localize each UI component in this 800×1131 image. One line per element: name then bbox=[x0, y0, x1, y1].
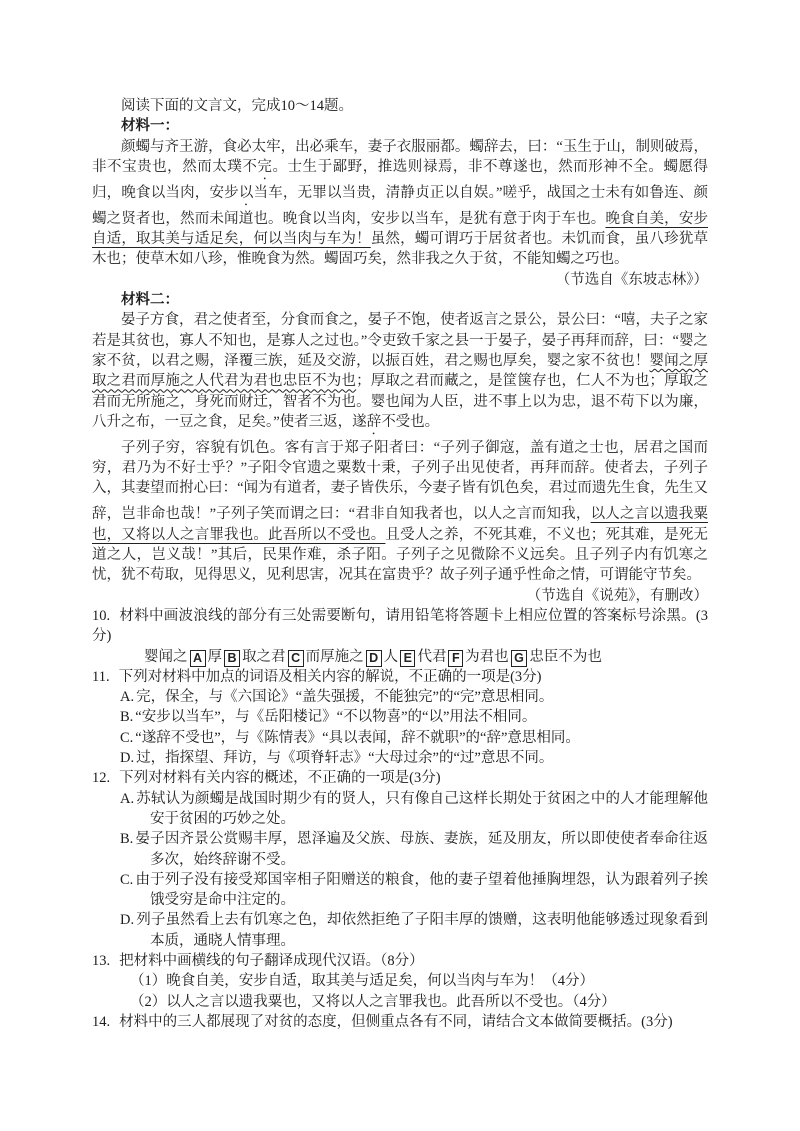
material1-source: （节选自《东坡志林》） bbox=[555, 271, 708, 288]
segment-text: 忠臣不为也 bbox=[529, 648, 602, 665]
material2-source: （节选自《说苑》，有删改） bbox=[526, 587, 708, 604]
option-label: A. bbox=[120, 689, 135, 706]
material1-text-2: 。士生于鄙野，推选则禄焉，非不尊遂也，然而形神不全。蠋愿得归，晚食以当肉，安步 bbox=[92, 158, 709, 201]
material1-underlined-sentence: 晚食自美，安步自适，取其美与适足矣，何以当肉与车为！ bbox=[92, 210, 709, 248]
material2-p1-text-1: 晏子方食，君之使者至，分食而食之，晏子不饱，使者返言之景公，景公曰：“嘻，夫子之家若是其贫也，寡人不知也，是寡人之过也。”令吏致千家之县一于晏子，晏子再拜而辞，曰：“婴之家不贫，以君之赐，泽覆三族，延及交游，以振百姓，君之赐也厚矣，婴之家不贫也！ bbox=[92, 312, 708, 369]
option-text: 列子虽然看上去有饥寒之色，却依然拒绝了子阳丰厚的馈赠，这表明他能够透过现象看到本质，通晓人情事理。 bbox=[136, 912, 708, 949]
option-label: D. bbox=[120, 750, 135, 767]
segment-text: 代君 bbox=[417, 648, 447, 665]
material2-wavy-underlined-phrase: 婴闻之厚取之君而厚施之人代君为君也忠臣不为也 bbox=[92, 352, 708, 390]
segment-text: 取之君 bbox=[242, 648, 286, 665]
material2-p1-text-2: ；厚取之君而藏之，是筐箧存也，仁人不为也；厚取之君而无所施之，身死而财迁，智者不为也。婴也闻为人臣，进不事上以为忠，退不苟下以为廉，八升之布，一豆之食，足矣。”使者三返，遂 bbox=[92, 373, 709, 430]
option-text: 晏子因齐景公赏赐丰厚，恩泽遍及父族、母族、妻族，延及朋友，所以即使使者奉命往返多次，始终辞谢不受。 bbox=[135, 831, 708, 868]
option-text: 过，指探望、拜访，与《项脊轩志》“大母过余”的“过”意思不同。 bbox=[136, 750, 554, 767]
option-text: 完，保全，与《六国论》“盖失强援，不能独完”的“完”意思相同。 bbox=[136, 689, 554, 706]
option-text: 由于列子没有接受郑国宰相子阳赠送的粮食，他的妻子望着他捶胸埋怨，认为跟着列子挨饿受穷是命中注定的。 bbox=[135, 871, 708, 909]
answer-box-e: E bbox=[400, 650, 415, 667]
material2-p2-text-2: 而遗先生食，先生又辞，岂非命也哉！”子列子笑而谓之曰：“君非自知我者也，以人之言而知我， bbox=[92, 480, 708, 523]
option-text: “遂辞不受也”，与《陈情表》“具以表闻，辞不就职”的“辞”意思相同。 bbox=[135, 729, 580, 746]
question-12-option-a bbox=[120, 789, 708, 830]
material1-text-4: 虽然，蠋可谓巧于居贫者也。未饥而食，虽八珍犹草木也；使草木如八珍，惟晚食为然。蠋固巧矣，然非我之久于贫，不能知蠋之巧也。 bbox=[92, 231, 709, 268]
question-12-number: 12. bbox=[92, 770, 111, 787]
intro-text: 阅读下面的文言文，完成10～14题。 bbox=[121, 98, 353, 114]
question-13-text: 把材料中画横线的句子翻译成现代汉语。（8分） bbox=[119, 952, 424, 969]
question-11-option-b bbox=[120, 707, 708, 727]
material2-paragraph-2 bbox=[92, 438, 708, 586]
material1-label: 材料一： bbox=[121, 118, 179, 135]
material1-text-3: 当车，无罪以当贵，清静贞正以自娱。”嗟乎，战国之士未有如鲁连、颜蠋之贤者也，然而未闻道也。晚食以当肉，安步以当车，是犹有意于肉于车也。 bbox=[92, 184, 708, 227]
material2-paragraph-1 bbox=[92, 310, 708, 437]
question-10-answer-line bbox=[92, 647, 708, 667]
segment-text: 厚 bbox=[207, 648, 223, 665]
question-14-text: 材料中的三人都展现了对贫的态度，但侧重点各有不同，请结合文本做简要概括。(3分) bbox=[119, 1013, 673, 1030]
material2-underlined-sentence: 以人之言以遗我粟也，又将以人之言罪我也。此吾所以不受也。 bbox=[92, 506, 708, 543]
material1-paragraph bbox=[92, 137, 708, 270]
question-14-number: 14. bbox=[92, 1013, 111, 1030]
segment-text: 人 bbox=[383, 648, 399, 665]
answer-box-g: G bbox=[511, 650, 528, 667]
question-11-option-c bbox=[120, 728, 708, 748]
option-label: B. bbox=[120, 709, 134, 726]
option-label: A. bbox=[120, 790, 135, 807]
question-11-text: 下列对材料中加点的词语及相关内容的解说，不正确的一项是(3分) bbox=[118, 668, 542, 685]
material1-text-1: 颜蠋与齐王游，食必太牢，出必乘车，妻子衣服丽都。蠋辞去，曰：“玉生于山，制则破焉，非不宝贵也，然而太璞不 bbox=[92, 138, 708, 175]
question-10-text: 材料中画波浪线的部分有三处需要断句，请用铅笔将答题卡上相应位置的答案标号涂黑。(3分) bbox=[92, 607, 708, 645]
question-12-text: 下列对材料有关内容的概述，不正确的一项是(3分) bbox=[119, 770, 441, 787]
question-13-sub-2: （2）以人之言以遗我粟也，又将以人之言罪我也。此吾所以不受也。（4分） bbox=[130, 993, 616, 1010]
question-14 bbox=[92, 1012, 708, 1032]
material2-p2-text-1: 子列子穷，容貌有饥色。客有言于郑子阳者曰：“子列子御寇，盖有道之士也，居君之国而穷，君乃为不好士乎？”子阳令官遗之粟数十秉，子列子出见使者，再拜而辞。使者去，子列子入，其妻望而拊心曰：“闻为有道者，妻子皆佚乐，今妻子皆有饥色矣，君 bbox=[92, 439, 708, 497]
question-12-option-c bbox=[120, 870, 708, 911]
answer-box-d: D bbox=[366, 650, 382, 667]
option-label: C. bbox=[120, 871, 134, 888]
material1-dotted-char-yi: 以 bbox=[238, 184, 254, 201]
segment-text: 而厚施之 bbox=[305, 648, 364, 665]
question-12-option-b bbox=[120, 829, 708, 870]
option-text: “安步以当车”，与《岳阳楼记》“不以物喜”的“以”用法不相同。 bbox=[135, 709, 537, 726]
question-11-option-d bbox=[120, 748, 708, 768]
segment-text: 婴闻之 bbox=[144, 648, 188, 665]
material2-label: 材料二： bbox=[121, 292, 179, 309]
question-11-number: 11. bbox=[92, 668, 110, 685]
question-12-option-d bbox=[120, 910, 708, 951]
segment-text: 为君也 bbox=[465, 648, 509, 665]
option-text: 苏轼认为颜蠋是战国时期少有的贤人，只有像自己这样长期处于贫困之中的人才能理解他安于贫困的巧妙之处。 bbox=[136, 790, 708, 827]
question-13 bbox=[92, 951, 708, 971]
question-13-number: 13. bbox=[92, 952, 111, 969]
answer-box-b: B bbox=[224, 650, 240, 667]
material2-p2-text-3: 且受人之养，不死其难，不义也；死其难，是死无道之人，岂义哉！”其后，民果作难，杀子阳。子列子之见微除不义远矣。且子列子内有饥寒之忧，犹不苟取，见得思义，见利思害，况其在富贵乎？故子列子通乎性命之情，可谓能守节矣。 bbox=[92, 526, 709, 584]
answer-box-a: A bbox=[190, 650, 206, 667]
material2-dotted-char-guo: 过 bbox=[562, 480, 578, 497]
material2-dotted-char-ci: 辞 bbox=[366, 413, 382, 430]
option-label: C. bbox=[120, 729, 134, 746]
question-12 bbox=[92, 768, 708, 788]
question-11-option-a bbox=[120, 687, 708, 707]
answer-box-f: F bbox=[448, 650, 463, 667]
question-13-sub-1: （1）晚食自美，安步自适，取其美与适足矣，何以当肉与车为！（4分） bbox=[130, 973, 594, 990]
material1-dotted-char-wan: 完 bbox=[257, 158, 273, 175]
option-label: D. bbox=[120, 912, 135, 929]
question-10-number: 10. bbox=[92, 607, 111, 624]
question-10 bbox=[92, 606, 708, 647]
option-label: B. bbox=[120, 831, 134, 848]
material2-p1-text-3: 不受也。 bbox=[381, 413, 440, 430]
question-11 bbox=[92, 667, 708, 687]
answer-box-c: C bbox=[288, 650, 304, 667]
